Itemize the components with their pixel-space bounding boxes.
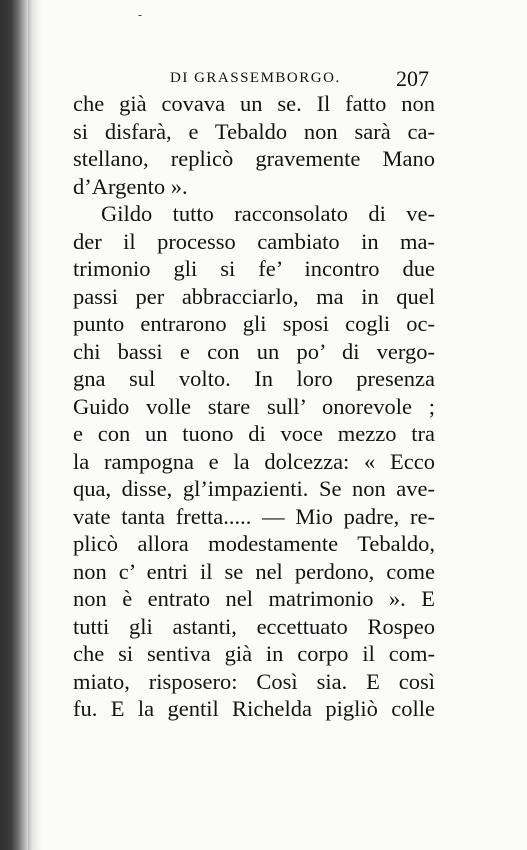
corner-mark: - <box>138 8 143 22</box>
text-line: miato, risposero: Così sia. E così <box>73 668 435 694</box>
body-text <box>73 90 435 723</box>
text-line: stellano, replicò gravemente Mano <box>73 146 435 171</box>
text-line: che già covava un se. Il fatto non <box>73 91 435 116</box>
text-line: plicò allora modestamente Tebaldo, <box>73 531 435 556</box>
text-line: gna sul volto. In loro presenza <box>73 366 435 391</box>
text-line: Guido volle stare sull’ onorevole ; <box>73 393 435 419</box>
text-line: d’Argento ». <box>73 173 188 199</box>
text-line: punto entrarono gli sposi cogli oc- <box>73 311 435 336</box>
text-line: e con un tuono di voce mezzo tra <box>73 421 435 446</box>
text-line: qua, disse, gl’impazienti. Se non ave- <box>73 476 435 501</box>
text-line: non c’ entri il se nel perdono, come <box>73 558 435 584</box>
text-line: trimonio gli si fe’ incontro due <box>73 256 435 281</box>
text-line: la rampogna e la dolcezza: « Ecco <box>73 448 435 474</box>
binding-shadow <box>28 0 42 850</box>
paragraph-first-line: Gildo tutto racconsolato di ve- <box>101 201 435 226</box>
text-line: tutti gli astanti, eccettuato Rospeo <box>73 613 435 639</box>
text-line: che si sentiva già in corpo il com- <box>73 641 435 666</box>
text-line: fu. E la gentil Richelda pigliò colle <box>73 696 435 721</box>
page-number: 207 <box>396 66 429 91</box>
text-line: chi bassi e con un po’ di vergo- <box>73 338 435 364</box>
text-line: passi per abbracciarlo, ma in quel <box>73 283 435 309</box>
text-line: non è entrato nel matrimonio ». E <box>73 586 435 611</box>
text-line: si disfarà, e Tebaldo non sarà ca- <box>73 118 435 144</box>
text-line: vate tanta fretta..... — Mio padre, re- <box>73 503 435 529</box>
text-line: der il processo cambiato in ma- <box>73 228 435 254</box>
running-head: DI GRASSEMBORGO. <box>170 70 341 86</box>
